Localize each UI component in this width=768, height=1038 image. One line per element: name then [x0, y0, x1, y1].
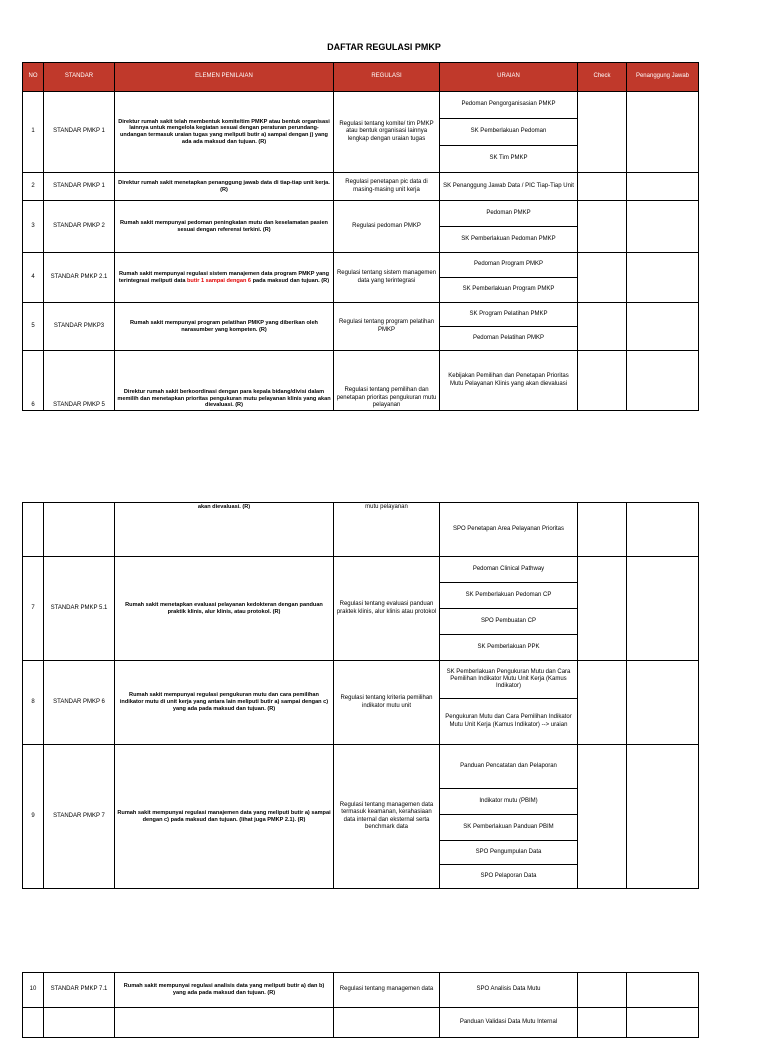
header-no: NO — [23, 63, 44, 92]
cell-standar: STANDAR PMKP 1 — [44, 173, 115, 201]
cell-pj[interactable] — [627, 1008, 699, 1038]
header-elemen: ELEMEN PENILAIAN — [115, 63, 334, 92]
cell-standar: STANDAR PMKP 5.1 — [44, 557, 115, 661]
cell-elemen: Rumah sakit mempunyai regulasi analisis data yang meliputi butir a) dan b) yang ada pada maksud dan tujuan. (R) — [115, 973, 334, 1008]
cell-standar: STANDAR PMKP 5 — [44, 351, 115, 411]
cell-check[interactable] — [578, 351, 627, 411]
cell-check[interactable] — [578, 973, 627, 1008]
cell-no: 6 — [23, 351, 44, 411]
cell-uraian: SPO Penetapan Area Pelayanan Prioritas — [440, 503, 578, 557]
cell-pj[interactable] — [627, 201, 699, 253]
cell-elemen: Direktur rumah sakit berkoordinasi dengan para kepala bidang/divisi dalam memilih dan menetapkan prioritas pengukuran mutu pelayanan klinis yang akan dievaluasi. (R) — [115, 351, 334, 411]
table-row — [23, 973, 699, 1008]
header-regulasi: REGULASI — [334, 63, 440, 92]
cell-uraian: SK Pemberlakuan Pedoman CP — [440, 583, 578, 609]
header-standar: STANDAR — [44, 63, 115, 92]
cell-standar: STANDAR PMKP 7.1 — [44, 973, 115, 1008]
cell-pj[interactable] — [627, 92, 699, 173]
cell-uraian: Indikator mutu (PBIM) — [440, 789, 578, 815]
cell-pj[interactable] — [627, 745, 699, 889]
cell-pj[interactable] — [627, 503, 699, 557]
cell-uraian: SK Penanggung Jawab Data / PIC Tiap-Tiap Unit — [440, 173, 578, 201]
cell-uraian: Panduan Validasi Data Mutu Internal — [440, 1008, 578, 1038]
cell-elemen: Direktur rumah sakit telah membentuk komite/tim PMKP atau bentuk organisasi lainnya untuk mengelola kegiatan sesuai dengan peraturan perundang-undangan termasuk uraian tugas yang meliputi butir a) sampai dengan j) yang ada ada maksud dan tujuan. (R) — [115, 92, 334, 173]
table-row — [23, 303, 699, 327]
page-2 — [22, 502, 698, 886]
table-row — [23, 253, 699, 278]
cell-regulasi: Regulasi pedoman PMKP — [334, 201, 440, 253]
cell-regulasi: Regulasi tentang program pelatihan PMKP — [334, 303, 440, 351]
cell-uraian: SK Pemberlakuan Program PMKP — [440, 278, 578, 303]
cell-uraian: SPO Pengumpulan Data — [440, 841, 578, 865]
table-row: akan dievaluasi. (R) mutu pelayanan SPO Penetapan Area Pelayanan Prioritas — [23, 503, 699, 557]
cell-check[interactable] — [578, 173, 627, 201]
cell-uraian: Pedoman Program PMKP — [440, 253, 578, 278]
cell-regulasi: Regulasi tentang kriteria pemilihan indikator mutu unit — [334, 661, 440, 745]
cell-uraian: Kebijakan Pemilihan dan Penetapan Prioritas Mutu Pelayanan Klinis yang akan dievaluasi — [440, 351, 578, 411]
cell-check[interactable] — [578, 557, 627, 661]
cell-elemen: Rumah sakit mempunyai pedoman peningkatan mutu dan keselamatan pasien sesuai dengan referensi terkini. (R) — [115, 201, 334, 253]
table-header-row — [23, 63, 699, 92]
cell-check[interactable] — [578, 1008, 627, 1038]
cell-no: 2 — [23, 173, 44, 201]
cell-check[interactable] — [578, 92, 627, 173]
regulation-table — [22, 62, 699, 411]
cell-elemen: Rumah sakit menetapkan evaluasi pelayanan kedokteran dengan panduan praktik klinis, alur klinis, atau protokol. (R) — [115, 557, 334, 661]
cell-uraian: Pengukuran Mutu dan Cara Pemilihan Indikator Mutu Unit Kerja (Kamus Indikator) --> uraian — [440, 699, 578, 745]
cell-uraian: Pedoman Clinical Pathway — [440, 557, 578, 583]
cell-no: 10 — [23, 973, 44, 1008]
page-1 — [22, 62, 698, 409]
table-row — [23, 557, 699, 583]
cell-standar: STANDAR PMKP 2.1 — [44, 253, 115, 303]
cell-uraian: SK Pemberlakuan Pedoman PMKP — [440, 227, 578, 253]
cell-check[interactable] — [578, 503, 627, 557]
cell-pj[interactable] — [627, 351, 699, 411]
cell-regulasi: Regulasi tentang evaluasi panduan praktek klinis, alur klinis atau protokol — [334, 557, 440, 661]
cell-elemen: Rumah sakit mempunyai regulasi manajemen data yang meliputi butir a) sampai dengan c) pada maksud dan tujuan. (lihat juga PMKP 2.1). (R) — [115, 745, 334, 889]
cell-no: 3 — [23, 201, 44, 253]
cell-pj[interactable] — [627, 557, 699, 661]
cell-check[interactable] — [578, 201, 627, 253]
cell-standar: STANDAR PMKP3 — [44, 303, 115, 351]
cell-check[interactable] — [578, 745, 627, 889]
cell-uraian: Panduan Pencatatan dan Pelaporan — [440, 745, 578, 789]
cell-standar: STANDAR PMKP 7 — [44, 745, 115, 889]
cell-uraian: Pedoman Pelatihan PMKP — [440, 327, 578, 351]
cell-pj[interactable] — [627, 661, 699, 745]
cell-no: 7 — [23, 557, 44, 661]
cell-standar: STANDAR PMKP 1 — [44, 92, 115, 173]
cell-uraian: Pedoman PMKP — [440, 201, 578, 227]
table-row — [23, 92, 699, 119]
cell-uraian: SPO Pelaporan Data — [440, 865, 578, 889]
header-uraian: URAIAN — [440, 63, 578, 92]
cell-no: 1 — [23, 92, 44, 173]
cell-no: 9 — [23, 745, 44, 889]
cell-uraian: SPO Analisis Data Mutu — [440, 973, 578, 1008]
cell-regulasi: Regulasi tentang komite/ tim PMKP atau bentuk organisasi lainnya lengkap dengan uraian tugas — [334, 92, 440, 173]
cell-standar: STANDAR PMKP 6 — [44, 661, 115, 745]
cell-regulasi: Regulasi tentang managemen data — [334, 973, 440, 1008]
cell-regulasi: Regulasi tentang pemilihan dan penetapan prioritas pengukuran mutu pelayanan — [334, 351, 440, 411]
cell-no: 4 — [23, 253, 44, 303]
table-row — [23, 1008, 699, 1038]
cell-pj[interactable] — [627, 173, 699, 201]
cell-pj[interactable] — [627, 253, 699, 303]
cell-uraian: SK Pemberlakuan Pedoman — [440, 119, 578, 146]
regulation-table-continued-2 — [22, 972, 699, 1038]
cell-check[interactable] — [578, 253, 627, 303]
cell-uraian: SK Pemberlakuan Panduan PBIM — [440, 815, 578, 841]
table-row — [23, 173, 699, 201]
table-row — [23, 201, 699, 227]
header-pj: Penanggung Jawab — [627, 63, 699, 92]
cell-uraian: SK Pemberlakuan Pengukuran Mutu dan Cara Pemilihan Indikator Mutu Unit Kerja (Kamus Indikator) — [440, 661, 578, 699]
cell-uraian: SK Program Pelatihan PMKP — [440, 303, 578, 327]
cell-uraian: SPO Pembuatan CP — [440, 609, 578, 635]
cell-elemen: Rumah sakit mempunyai regulasi sistem manajemen data program PMKP yang terintegrasi meliputi data butir 1 sampai dengan 6 pada maksud dan tujuan. (R) — [115, 253, 334, 303]
cell-no: 8 — [23, 661, 44, 745]
cell-uraian: Pedoman Pengorganisasian PMKP — [440, 92, 578, 119]
cell-pj[interactable] — [627, 303, 699, 351]
cell-uraian: SK Tim PMKP — [440, 146, 578, 173]
cell-regulasi: Regulasi tentang managemen data termasuk keamanan, kerahasiaan data internal dan eksternal serta benchmark data — [334, 745, 440, 889]
cell-check[interactable] — [578, 661, 627, 745]
document-title: DAFTAR REGULASI PMKP — [327, 42, 441, 52]
cell-pj[interactable] — [627, 973, 699, 1008]
cell-uraian: SK Pemberlakuan PPK — [440, 635, 578, 661]
table-row — [23, 745, 699, 789]
page-3 — [22, 972, 698, 1024]
cell-standar: STANDAR PMKP 2 — [44, 201, 115, 253]
cell-regulasi: Regulasi penetapan pic data di masing-masing unit kerja — [334, 173, 440, 201]
cell-regulasi: Regulasi tentang sistem managemen data yang terintegrasi — [334, 253, 440, 303]
table-row — [23, 351, 699, 411]
header-check: Check — [578, 63, 627, 92]
cell-no: 5 — [23, 303, 44, 351]
cell-elemen: Direktur rumah sakit menetapkan penanggung jawab data di tiap-tiap unit kerja. (R) — [115, 173, 334, 201]
table-row — [23, 661, 699, 699]
cell-elemen: Rumah sakit mempunyai program pelatihan PMKP yang diberikan oleh narasumber yang kompeten. (R) — [115, 303, 334, 351]
cell-check[interactable] — [578, 303, 627, 351]
cell-elemen: Rumah sakit mempunyai regulasi pengukuran mutu dan cara pemilihan indikator mutu di unit kerja yang antara lain meliputi butir a) sampai dengan c) yang ada pada maksud dan tujuan. (R) — [115, 661, 334, 745]
regulation-table-continued — [22, 502, 699, 889]
